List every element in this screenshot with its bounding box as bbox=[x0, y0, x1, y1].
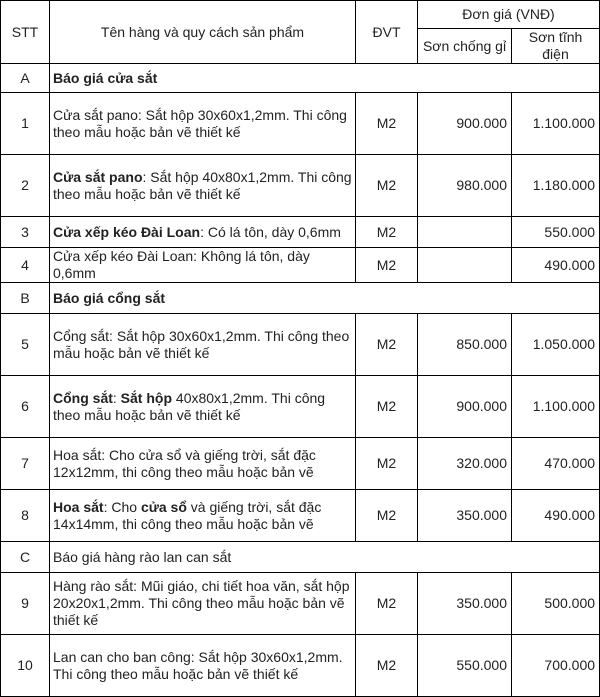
section-row bbox=[1, 64, 600, 93]
section-title bbox=[50, 542, 600, 573]
row-price-anti-rust: 350.000 bbox=[418, 490, 512, 542]
row-stt: 6 bbox=[1, 376, 50, 438]
row-product-name bbox=[50, 490, 356, 542]
row-stt: 4 bbox=[1, 248, 50, 283]
row-unit: M2 bbox=[356, 155, 418, 217]
row-price-powder-coat: 1.100.000 bbox=[512, 376, 600, 438]
row-stt: 1 bbox=[1, 93, 50, 155]
row-unit: M2 bbox=[356, 573, 418, 635]
row-stt: 3 bbox=[1, 217, 50, 248]
table-row bbox=[1, 314, 600, 376]
row-stt: 10 bbox=[1, 635, 50, 697]
section-id: A bbox=[1, 64, 50, 93]
row-product-name bbox=[50, 217, 356, 248]
row-name-rest: Cửa xếp kéo Đài Loan: Không lá tôn, dày 0,6mm bbox=[53, 248, 310, 281]
row-unit: M2 bbox=[356, 217, 418, 248]
section-title bbox=[50, 283, 600, 314]
header-unit: ĐVT bbox=[356, 1, 418, 64]
row-name-bold: Cửa xếp kéo Đài Loan bbox=[53, 223, 201, 240]
row-unit: M2 bbox=[356, 635, 418, 697]
row-price-anti-rust bbox=[418, 217, 512, 248]
row-price-anti-rust: 900.000 bbox=[418, 376, 512, 438]
row-product-name bbox=[50, 93, 356, 155]
row-price-powder-coat: 500.000 bbox=[512, 573, 600, 635]
table-row bbox=[1, 573, 600, 635]
row-name-rest: và giếng trời, sắt đặc 14x14mm, thi công theo mẫu hoặc bản vẽ bbox=[53, 498, 322, 532]
row-price-powder-coat: 470.000 bbox=[512, 438, 600, 490]
header-price-group: Đơn giá (VNĐ) bbox=[418, 1, 600, 29]
row-price-powder-coat: 490.000 bbox=[512, 490, 600, 542]
table-row bbox=[1, 217, 600, 248]
row-stt: 7 bbox=[1, 438, 50, 490]
table-row bbox=[1, 248, 600, 283]
header-row-top bbox=[1, 1, 600, 29]
row-product-name bbox=[50, 155, 356, 217]
row-product-name bbox=[50, 438, 356, 490]
section-title bbox=[50, 64, 600, 93]
row-price-anti-rust: 980.000 bbox=[418, 155, 512, 217]
row-price-anti-rust: 550.000 bbox=[418, 635, 512, 697]
row-price-powder-coat: 550.000 bbox=[512, 217, 600, 248]
header-price-anti-rust: Sơn chống gỉ bbox=[418, 29, 512, 64]
row-unit: M2 bbox=[356, 438, 418, 490]
row-stt: 2 bbox=[1, 155, 50, 217]
row-name-rest: : Sắt hộp 40x80x1,2mm. Thi công theo mẫu hoặc bản vẽ thiết kế bbox=[53, 168, 352, 202]
table-row bbox=[1, 438, 600, 490]
row-name-rest: 40x80x1,2mm. Thi công theo mẫu hoặc bản vẽ thiết kế bbox=[53, 389, 326, 423]
row-unit: M2 bbox=[356, 376, 418, 438]
row-product-name bbox=[50, 376, 356, 438]
section-title-text: Báo giá hàng rào lan can sắt bbox=[53, 548, 232, 565]
row-stt: 9 bbox=[1, 573, 50, 635]
row-price-anti-rust: 320.000 bbox=[418, 438, 512, 490]
row-price-powder-coat: 1.050.000 bbox=[512, 314, 600, 376]
row-price-anti-rust: 350.000 bbox=[418, 573, 512, 635]
row-name-rest: Hoa sắt: Cho cửa sổ và giếng trời, sắt đặc 12x12mm, thi công theo mẫu hoặc bản vẽ bbox=[53, 446, 316, 480]
row-name-mid: : Cho bbox=[103, 498, 141, 515]
row-price-powder-coat: 700.000 bbox=[512, 635, 600, 697]
table-row bbox=[1, 93, 600, 155]
section-title-text: Báo giá cửa sắt bbox=[53, 69, 158, 86]
table-row bbox=[1, 376, 600, 438]
row-unit: M2 bbox=[356, 490, 418, 542]
row-product-name bbox=[50, 248, 356, 283]
row-price-anti-rust bbox=[418, 248, 512, 283]
row-name-bold: Cổng sắt bbox=[53, 389, 113, 406]
row-unit: M2 bbox=[356, 248, 418, 283]
header-stt: STT bbox=[1, 1, 50, 64]
row-stt: 8 bbox=[1, 490, 50, 542]
row-name-rest: : Có lá tôn, dày 0,6mm bbox=[200, 223, 341, 240]
row-name-rest: Hàng rào sắt: Mũi giáo, chi tiết hoa văn, sắt hộp 20x20x1,2mm. Thi công theo mẫu hoặc bản vẽ thiết kế bbox=[53, 578, 350, 628]
section-title-text: Báo giá cổng sắt bbox=[53, 289, 166, 306]
header-product-name: Tên hàng và quy cách sản phẩm bbox=[50, 1, 356, 64]
row-stt: 5 bbox=[1, 314, 50, 376]
price-table-body bbox=[1, 1, 600, 697]
section-id: B bbox=[1, 283, 50, 314]
row-price-powder-coat: 490.000 bbox=[512, 248, 600, 283]
section-id: C bbox=[1, 542, 50, 573]
row-name-mid: : bbox=[112, 389, 121, 406]
row-name-bold2: cửa sổ bbox=[140, 498, 187, 515]
table-row bbox=[1, 155, 600, 217]
row-name-bold2: Sắt hộp bbox=[120, 389, 173, 406]
header-price-powder-coat: Sơn tĩnh điện bbox=[512, 29, 600, 64]
row-unit: M2 bbox=[356, 93, 418, 155]
table-row bbox=[1, 490, 600, 542]
row-name-rest: Cổng sắt: Sắt hộp 30x60x1,2mm. Thi công theo mẫu hoặc bản vẽ thiết kế bbox=[53, 327, 350, 361]
row-name-bold: Hoa sắt bbox=[53, 498, 104, 515]
section-row bbox=[1, 542, 600, 573]
row-name-rest: Cửa sắt pano: Sắt hộp 30x60x1,2mm. Thi công theo mẫu hoặc bản vẽ thiết kế bbox=[53, 106, 347, 140]
row-product-name bbox=[50, 635, 356, 697]
row-price-powder-coat: 1.100.000 bbox=[512, 93, 600, 155]
row-name-bold: Cửa sắt pano bbox=[53, 168, 143, 185]
row-price-anti-rust: 900.000 bbox=[418, 93, 512, 155]
section-row bbox=[1, 283, 600, 314]
row-product-name bbox=[50, 573, 356, 635]
row-price-anti-rust: 850.000 bbox=[418, 314, 512, 376]
row-product-name bbox=[50, 314, 356, 376]
row-price-powder-coat: 1.180.000 bbox=[512, 155, 600, 217]
table-row bbox=[1, 635, 600, 697]
row-name-rest: Lan can cho ban công: Sắt hộp 30x60x1,2mm. Thi công theo mẫu hoặc bản vẽ thiết kế bbox=[53, 648, 343, 682]
row-unit: M2 bbox=[356, 314, 418, 376]
